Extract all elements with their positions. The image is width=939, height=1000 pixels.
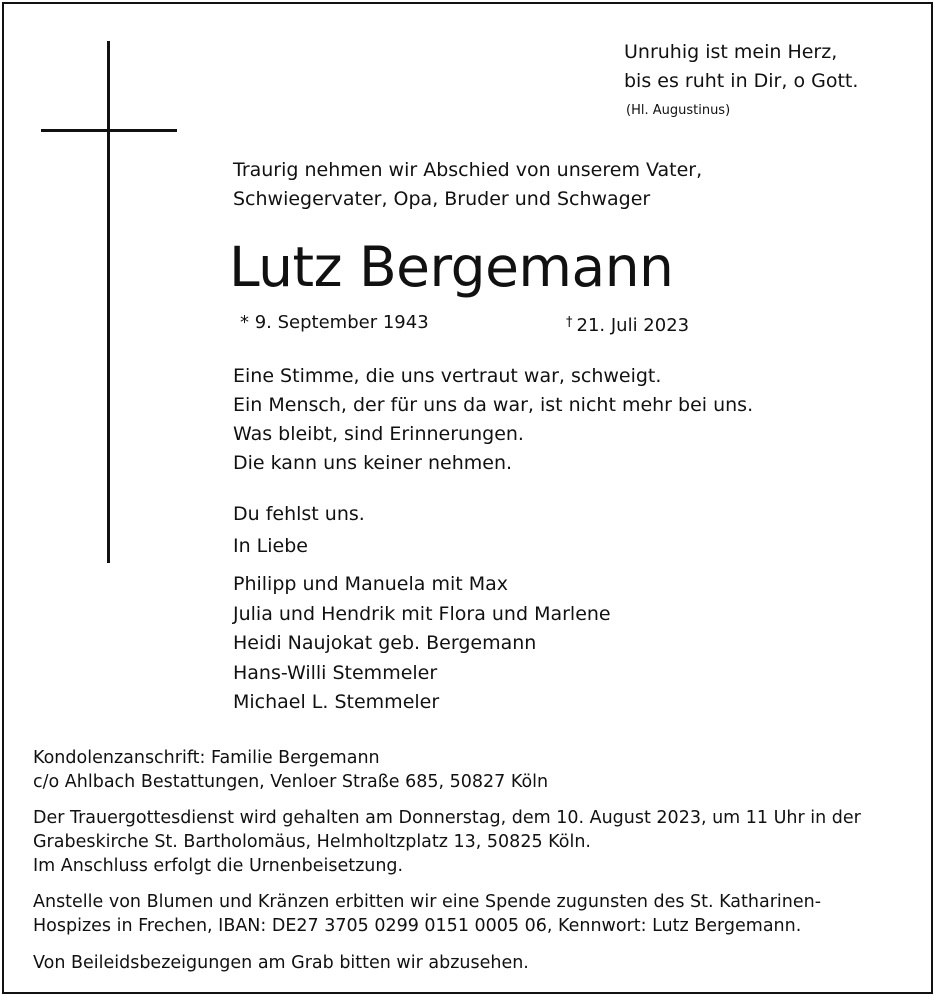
- info-line: Im Anschluss erfolgt die Urnenbeisetzung.: [33, 856, 404, 876]
- service-details: [33, 806, 861, 878]
- intro-line: Schwiegervater, Opa, Bruder und Schwager: [233, 188, 651, 210]
- family-member: Heidi Naujokat geb. Bergemann: [233, 632, 537, 654]
- condolence-address: [33, 746, 548, 794]
- verse-line: Die kann uns keiner nehmen.: [233, 452, 513, 474]
- death-date: 21. Juli 2023: [576, 315, 690, 336]
- donation-request: [33, 890, 821, 938]
- intro-line: Traurig nehmen wir Abschied von unserem Vater,: [233, 159, 703, 181]
- cross-vertical-bar: [107, 41, 110, 563]
- family-list: [233, 570, 611, 718]
- motto-line: bis es ruht in Dir, o Gott.: [624, 70, 859, 92]
- info-line: Anstelle von Blumen und Kränzen erbitten wir eine Spende zugunsten des St. Katharinen-: [33, 892, 822, 912]
- intro-text: [233, 156, 702, 214]
- dagger-icon: †: [566, 315, 573, 330]
- cross-horizontal-bar: [41, 129, 177, 132]
- info-line: Grabeskirche St. Bartholomäus, Helmholtzplatz 13, 50825 Köln.: [33, 832, 591, 852]
- info-line: c/o Ahlbach Bestattungen, Venloer Straße 685, 50827 Köln: [33, 772, 549, 792]
- family-member: Philipp und Manuela mit Max: [233, 573, 509, 595]
- family-member: Julia und Hendrik mit Flora und Marlene: [233, 602, 611, 625]
- closing-love: In Liebe: [233, 535, 308, 557]
- closing-miss: Du fehlst uns.: [233, 503, 365, 525]
- death-date-line: [566, 308, 689, 340]
- motto: [624, 38, 858, 96]
- birth-date: * 9. September 1943: [240, 312, 429, 333]
- verse-line: Was bleibt, sind Erinnerungen.: [233, 423, 524, 445]
- motto-source: (Hl. Augustinus): [626, 103, 731, 118]
- verse-line: Ein Mensch, der für uns da war, ist nicht mehr bei uns.: [233, 394, 754, 416]
- verse: [233, 362, 753, 478]
- deceased-name: Lutz Bergemann: [229, 235, 674, 299]
- info-line: Der Trauergottesdienst wird gehalten am Donnerstag, dem 10. August 2023, um 11 Uhr in der: [33, 808, 861, 828]
- info-line: Kondolenzanschrift: Familie Bergemann: [33, 748, 380, 768]
- family-member: Michael L. Stemmeler: [233, 691, 440, 713]
- family-member: Hans-Willi Stemmeler: [233, 661, 438, 684]
- verse-line: Eine Stimme, die uns vertraut war, schweigt.: [233, 365, 662, 387]
- info-line: Hospizes in Frechen, IBAN: DE27 3705 0299 0151 0005 06, Kennwort: Lutz Bergemann.: [33, 916, 802, 936]
- condolence-note: Von Beileidsbezeigungen am Grab bitten wir abzusehen.: [33, 953, 529, 973]
- motto-line: Unruhig ist mein Herz,: [624, 41, 838, 63]
